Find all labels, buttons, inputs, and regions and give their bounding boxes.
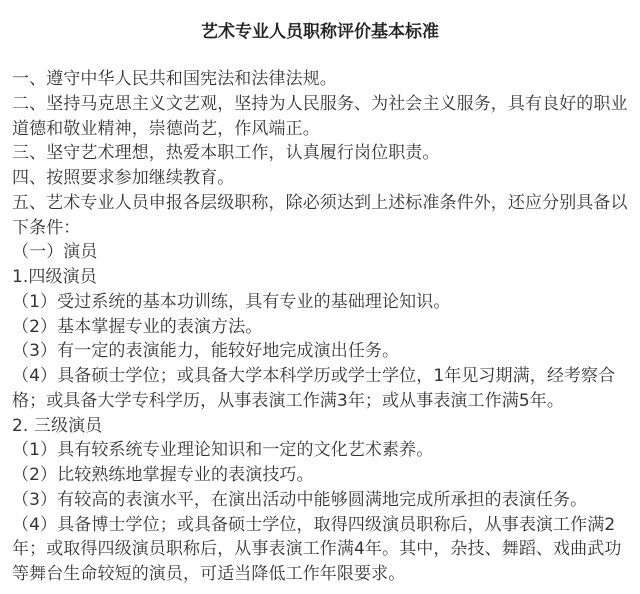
text-line: 年；或取得四级演员职称后，从事表演工作满4年。其中，杂技、舞蹈、戏曲武功	[12, 539, 622, 560]
text-line: （1）受过系统的基本功训练，具有专业的基础理论知识。	[12, 291, 451, 312]
text-line: 等舞台生命较短的演员，可适当降低工作年限要求。	[12, 564, 406, 584]
text-line: 格；或具备大学专科学历，从事表演工作满3年；或从事表演工作满5年。	[12, 390, 564, 411]
text-line: 二、坚持马克思主义文艺观，坚持为人民服务、为社会主义服务，具有良好的职业	[12, 93, 628, 114]
subsection-heading: 2. 三级演员	[12, 415, 103, 436]
text-line: 一、遵守中华人民共和国宪法和法律法规。	[12, 69, 337, 89]
text-line: （2）基本掌握专业的表演方法。	[12, 316, 263, 337]
document-body	[12, 67, 634, 587]
text-line: 四、按照要求参加继续教育。	[12, 168, 235, 188]
section-heading: （一）演员	[12, 242, 98, 263]
text-line: （1）具有较系统专业理论知识和一定的文化艺术素养。	[12, 440, 434, 461]
text-line: 道德和敬业精神，崇德尚艺，作风端正。	[12, 118, 320, 139]
text-line: （3）有较高的表演水平，在演出活动中能够圆满地完成所承担的表演任务。	[12, 489, 588, 510]
text-line: 下条件：	[12, 217, 81, 238]
text-line: （4）具备硕士学位；或具备大学本科学历或学士学位，1年见习期满，经考察合	[12, 366, 616, 386]
text-line: 五、艺术专业人员申报各层级职称，除必须达到上述标准条件外，还应分别具备以	[12, 192, 628, 213]
subsection-heading: 1.四级演员	[12, 267, 97, 287]
document-title: 艺术专业人员职称评价基本标准	[201, 22, 439, 42]
text-line: 三、坚守艺术理想，热爱本职工作，认真履行岗位职责。	[12, 143, 440, 164]
text-line: （3）有一定的表演能力，能较好地完成演出任务。	[12, 341, 400, 362]
text-line: （4）具备博士学位；或具备硕士学位，取得四级演员职称后，从事表演工作满2	[12, 514, 616, 535]
text-line: （2）比较熟练地掌握专业的表演技巧。	[12, 465, 314, 485]
